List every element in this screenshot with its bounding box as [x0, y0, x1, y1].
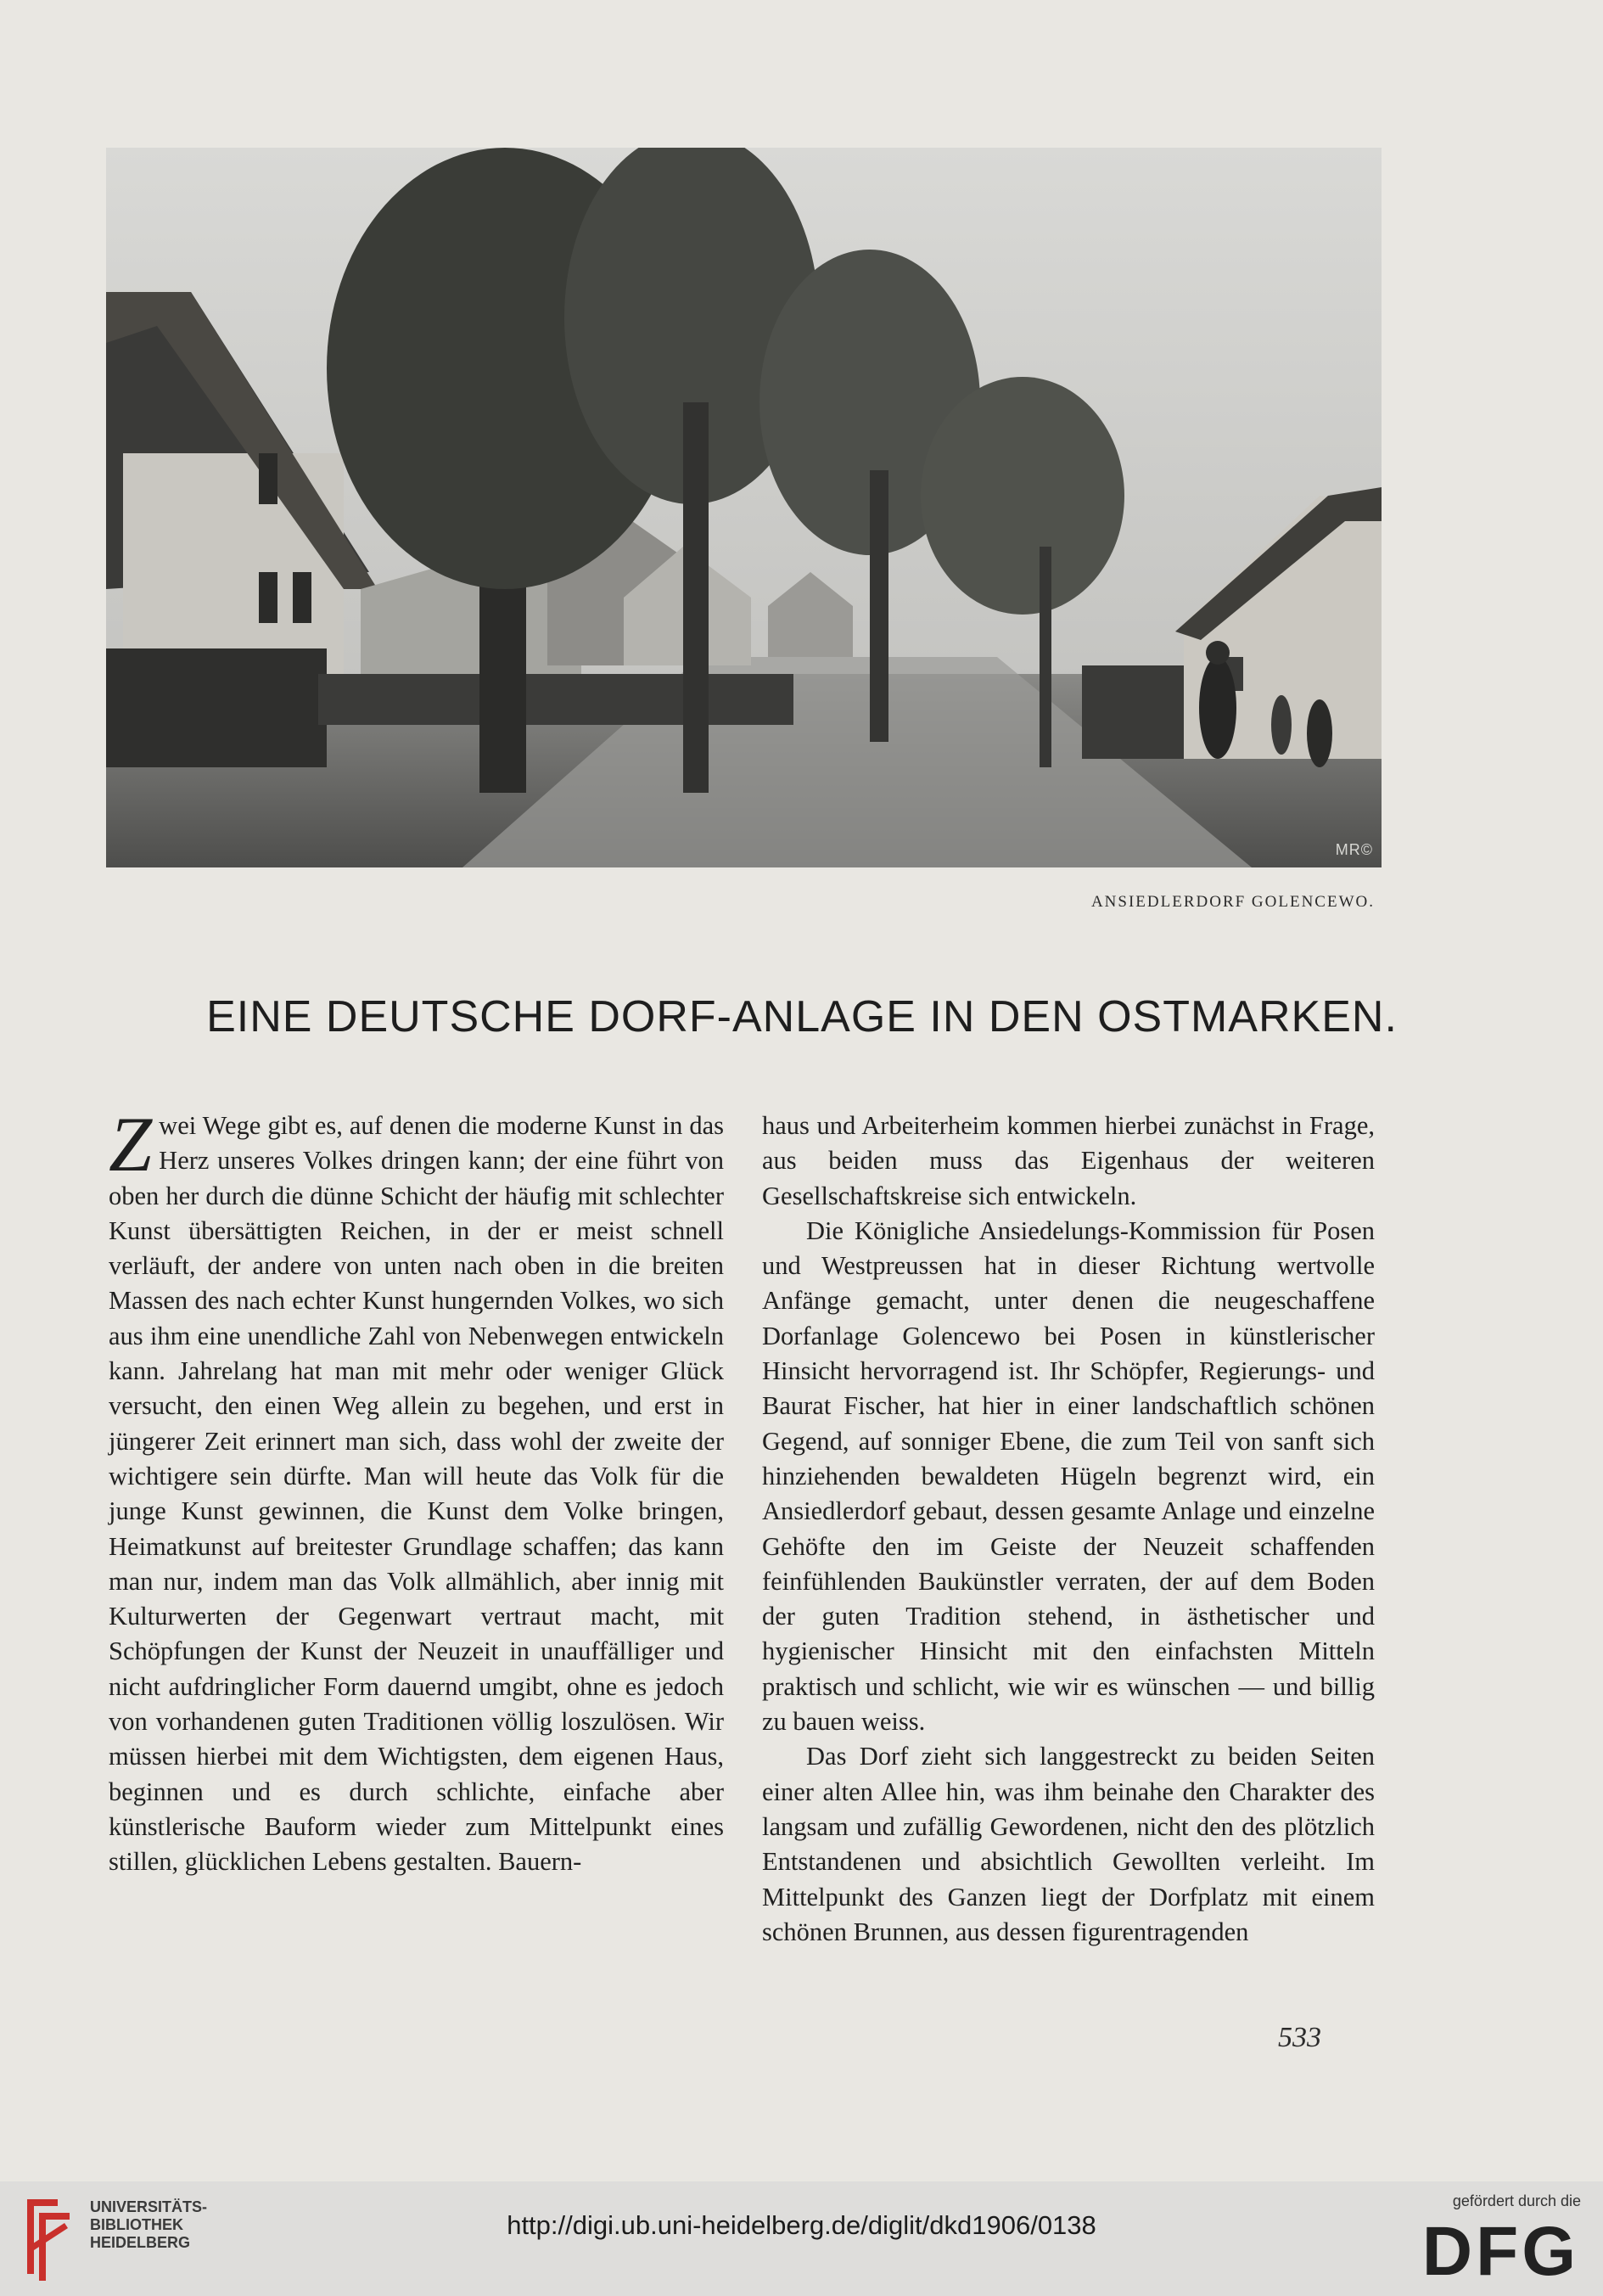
- funded-by-label: gefördert durch die: [1452, 2192, 1581, 2209]
- paragraph: Das Dorf zieht sich langgestreckt zu beiden Seiten einer alten Allee hin, was ihm beinahe den Charakter des langsam und zufällig Gewordenen, nicht den des plötzlich Entstandenen und absichtlich Gewollten verleiht. Im Mittelpunkt des Ganzen liegt der Dorfplatz mit einem schönen Brunnen, aus dessen figurentragenden: [762, 1742, 1375, 1946]
- village-street-photo: [106, 148, 1382, 867]
- dfg-logo: DFG: [1421, 2213, 1579, 2290]
- right-column: [762, 1109, 1375, 1950]
- drop-cap: Z: [109, 1101, 153, 1187]
- paragraph: [109, 1101, 724, 1880]
- paragraph: haus und Arbeiterheim kommen hierbei zunächst in Frage, aus beiden muss das Eigenhaus der weiteren Gesellschaftskreise sich entwickeln.: [762, 1111, 1375, 1210]
- paragraph-text: wei Wege gibt es, auf denen die moderne Kunst in das Herz unseres Volkes dringen kann; der eine führt von oben her durch die dünne Schicht der häufig mit schlechter Kunst übersättigten Reichen, in der er meist schnell verläuft, der andere von unten nach oben in die breiten Massen des nach echter Kunst hungernden Volkes, wo sich aus ihm eine unendliche Zahl von Nebenwegen entwickeln kann. Jahrelang hat man mit mehr oder weniger Glück versucht, den einen Weg allein zu begehen, und erst in jüngerer Zeit erinnert man sich, dass wohl der zweite der wichtigere sein dürfte. Man will heute das Volk für die junge Kunst gewinnen, die Kunst dem Volke bringen, Heimatkunst auf breitester Grundlage schaffen; das kann man nur, indem man das Volk allmählich, aber innig mit Kulturwerten der Gegenwart vertraut macht, mit Schöpfungen der Kunst der Neuzeit in unauffälliger und nicht aufdringlicher Form dauernd umgibt, ohne es jedoch von vorhandenen guten Traditionen völlig loszulösen. Wir müssen hierbei mit dem Wichtigsten, dem eigenen Haus, beginnen und es durch schlichte, einfache aber künstlerische Bauform wieder zum Mittelpunkt eines stillen, glücklichen Lebens gestalten. Bauern-: [109, 1111, 724, 1877]
- source-url-link[interactable]: http://digi.ub.uni-heidelberg.de/diglit/dkd1906/0138: [507, 2210, 1096, 2240]
- page-number: 533: [1278, 2022, 1321, 2053]
- library-name-line: UNIVERSITÄTS-: [90, 2198, 208, 2215]
- left-column: [109, 1101, 724, 1880]
- photo-illustration: [106, 148, 1382, 867]
- paragraph: Die Königliche Ansiedelungs-Kommission für Posen und Westpreussen hat in dieser Richtung wertvolle Anfänge gemacht, unter denen die neugeschaffene Dorfanlage Golencewo bei Posen in künstlerischer Hinsicht hervorragend ist. Ihr Schöpfer, Regierungs- und Baurat Fischer, hat hier in einer landschaftlich schönen Gegend, auf sonniger Ebene, die zum Teil von sanft sich hinziehenden bewaldeten Hügeln begrenzt wird, ein Ansiedlerdorf gebaut, dessen gesamte Anlage und einzelne Gehöfte den im Geiste der Neuzeit schaffenden feinfühlenden Baukünstler verraten, der auf dem Boden der guten Tradition stehend, in ästhetischer und hygienischer Hinsicht mit den einfachsten Mitteln praktisch und schlicht, wie wir es wünschen — und billig zu bauen weiss.: [762, 1215, 1375, 1737]
- library-name-line: HEIDELBERG: [90, 2234, 191, 2251]
- photo-caption: ANSIEDLERDORF GOLENCEWO.: [1090, 893, 1375, 911]
- library-name-line: BIBLIOTHEK: [90, 2216, 183, 2233]
- photographer-mark: MR©: [1335, 841, 1373, 858]
- article-title: EINE DEUTSCHE DORF-ANLAGE IN DEN OSTMARKEN.: [206, 992, 1398, 1041]
